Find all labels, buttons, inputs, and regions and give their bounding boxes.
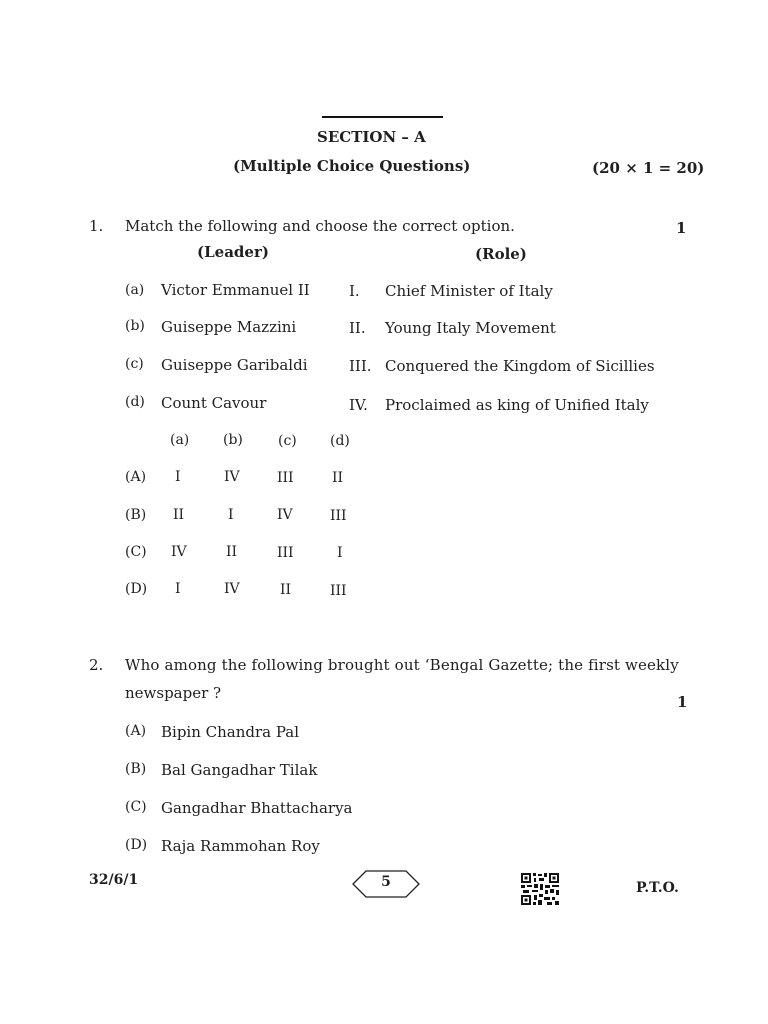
option-value: III (277, 470, 294, 486)
option-label: (A) (125, 723, 147, 739)
option-value: II (173, 507, 185, 523)
pair-leader: Count Cavour (161, 394, 267, 412)
qr-code-icon (521, 873, 559, 905)
option-value: IV (224, 469, 240, 485)
q1-text: Match the following and choose the correct option. (125, 217, 515, 235)
option-value: IV (224, 581, 240, 597)
pair-role: Young Italy Movement (385, 319, 556, 337)
section-subtitle: (Multiple Choice Questions) (233, 157, 471, 175)
option-value: I (228, 507, 234, 523)
option-value: III (330, 508, 347, 524)
pair-leader: Victor Emmanuel II (161, 281, 310, 299)
option-value: I (175, 469, 181, 485)
pair-letter: (b) (125, 318, 145, 334)
section-title: SECTION – A (317, 128, 426, 146)
option-label: (C) (125, 544, 147, 560)
option-text: Bipin Chandra Pal (161, 723, 300, 741)
option-value: III (330, 583, 347, 599)
option-value: IV (171, 544, 187, 560)
section-marks: (20 × 1 = 20) (592, 159, 705, 177)
q1-col-leader: (Leader) (197, 243, 269, 261)
answer-col-header: (d) (330, 433, 350, 449)
option-value: I (337, 545, 343, 561)
option-text: Bal Gangadhar Tilak (161, 761, 318, 779)
option-value: II (280, 582, 292, 598)
q2-text-line1: Who among the following brought out ‘Bengal Gazette; the first weekly (125, 656, 679, 674)
answer-col-header: (b) (223, 432, 243, 448)
option-label: (A) (125, 469, 147, 485)
q1-marks: 1 (676, 219, 687, 237)
pair-num: IV. (349, 396, 368, 414)
pair-role: Proclaimed as king of Unified Italy (385, 396, 649, 414)
pair-num: II. (349, 319, 366, 337)
q1-number: 1. (89, 217, 104, 235)
pair-role: Chief Minister of Italy (385, 282, 553, 300)
option-text: Gangadhar Bhattacharya (161, 799, 353, 817)
pair-leader: Guiseppe Garibaldi (161, 356, 308, 374)
q2-number: 2. (89, 656, 104, 674)
option-label: (B) (125, 507, 147, 523)
pair-role: Conquered the Kingdom of Sicillies (385, 357, 655, 375)
answer-col-header: (a) (170, 432, 190, 448)
pair-letter: (c) (125, 356, 144, 372)
pair-letter: (a) (125, 282, 145, 298)
option-text: Raja Rammohan Roy (161, 837, 320, 855)
option-label: (D) (125, 581, 148, 597)
pair-num: III. (349, 357, 372, 375)
option-value: II (332, 470, 344, 486)
option-value: II (226, 544, 238, 560)
pair-num: I. (349, 282, 360, 300)
answer-col-header: (c) (278, 433, 297, 449)
option-label: (D) (125, 837, 148, 853)
q1-col-role: (Role) (475, 245, 527, 263)
pto-label: P.T.O. (636, 880, 679, 896)
pair-leader: Guiseppe Mazzini (161, 318, 297, 336)
header-rule (322, 116, 443, 118)
q2-text-line2: newspaper ? (125, 684, 222, 702)
q2-marks: 1 (677, 693, 688, 711)
page-number: 5 (381, 874, 391, 890)
option-value: I (175, 581, 181, 597)
option-label: (C) (125, 799, 147, 815)
option-value: IV (277, 507, 293, 523)
pair-letter: (d) (125, 394, 145, 410)
option-value: III (277, 545, 294, 561)
paper-code: 32/6/1 (89, 872, 139, 888)
option-label: (B) (125, 761, 147, 777)
